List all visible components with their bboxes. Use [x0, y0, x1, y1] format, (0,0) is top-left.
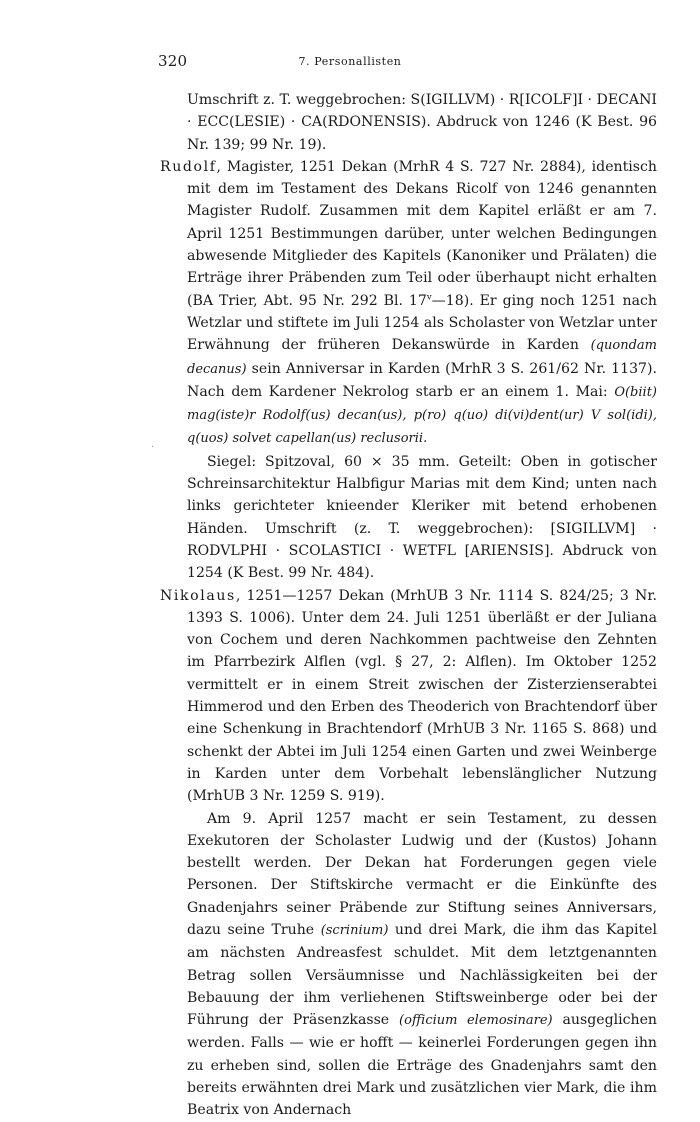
entry-name-rudolf: Rudolf — [160, 158, 217, 175]
latin-quondam-decanus: (quondam decanus) — [187, 338, 657, 377]
entry-nikolaus — [160, 585, 657, 808]
running-head: 7. Personallisten — [298, 55, 402, 68]
paragraph-testament — [160, 808, 657, 1122]
testament-text-b: und drei Mark, die ihm das Kapitel am nächsten Andreasfest schuldet. Mit dem letztgenannten Betrag sollen Versäumnisse und Nachlässigkeiten bei der Bebauung der ihm verliehenen Stiftsweinberge oder bei der Führung der Präsenzkasse — [187, 921, 658, 1029]
entry-rudolf-text-a: , Magister, 1251 Dekan (MrhR 4 S. 727 Nr. 2884), identisch mit dem im Testament des Dekans Ricolf von 1246 genannten Magister Rudolf. Zusammen mit dem Kapitel erläßt er am 7. April 1251 Bestimmungen darüber, unter welchen Bedingungen abwesende Mitglieder des Kapitels (Kanoniker und Prälaten) die Erträge ihrer Präbenden zum Teil oder überhaupt nicht erhalten (BA Trier, Abt. 95 Nr. 292 Bl. 17 — [187, 158, 657, 309]
paragraph-seal-ricolf: Umschrift z. T. weggebrochen: S(IGILLVM) · R[ICOLF]I · DECANI · ECC(LESIE) · CA(RDONENSIS). Abdruck von 1246 (K Best. 96 Nr. 139; 99 Nr. 19). — [187, 92, 657, 153]
entry-rudolf-superscript: v — [426, 291, 432, 302]
entry-rudolf — [160, 156, 657, 451]
entry-nikolaus-text: , 1251—1257 Dekan (MrhUB 3 Nr. 1114 S. 824/25; 3 Nr. 1393 S. 1006). Unter dem 24. Juli 1251 überläßt er der Juliana von Cochem und deren Nachkommen pachtweise den Zehnten im Pfarrbezirk Alflen (vgl. § 27, 2: Alflen). Im Oktober 1252 vermittelt er in einem Streit zwischen der Zisterzienserabtei Himmerod und den Erben des Theoderich von Brachtendorf über eine Schenkung in Brachtendorf (MrhUB 3 Nr. 1165 S. 868) und schenkt der Abtei im Juli 1254 einen Garten und zwei Weinberge in Karden unter dem Vorbehalt lebenslänglicher Nutzung (MrhUB 3 Nr. 1259 S. 919). — [187, 587, 657, 805]
entry-rudolf-text-b: —18). Er ging noch 1251 nach Wetzlar und stiftete im Juli 1254 als Scholaster von Wetzlar unter Erwähnung der früheren Dekanswürde in Karden — [187, 292, 657, 354]
entry-rudolf-text-c: sein Anniversar in Karden (MrhR 3 S. 261/62 Nr. 1137). Nach dem Kardener Nekrolog starb er an einem 1. Mai: — [187, 360, 657, 400]
latin-necrology-quote: O(biit) mag(iste)r Rodolf(us) decan(us), p(ro) q(uo) di(vi)dent(ur) V sol(idi), q(uos) solvet capellan(us) reclusorii. — [187, 384, 657, 447]
page-number: 320 — [158, 52, 188, 70]
latin-scrinium: (scrinium) — [320, 922, 389, 938]
margin-mark: · — [151, 442, 155, 453]
testament-text-a: Am 9. April 1257 macht er sein Testament, zu dessen Exekutoren der Scholaster Ludwig und der (Kustos) Johann bestellt werden. Der Dekan hat Forderungen gegen viele Personen. Der Stiftskirche vermacht er die Einkünfte des Gnadenjahrs seiner Präbende zur Stiftung seines Anniversars, dazu seine Truhe — [187, 810, 657, 938]
latin-officium-elemosinare: (officium elemosinare) — [399, 1013, 553, 1029]
body-text — [160, 89, 657, 1122]
paragraph-seal-rudolf: Siegel: Spitzoval, 60 × 35 mm. Geteilt: Oben in gotischer Schreinsarchitektur Halbfigur Marias mit dem Kind; unten nach links gerichteter knieender Kleriker mit betend erhobenen Händen. Umschrift (z. T. weggebrochen): [SIGILLVM] · RODVLPHI · SCOLASTICI · WETFL [ARIENSIS]. Abdruck von 1254 (K Best. 99 Nr. 484). — [187, 453, 657, 582]
entry-name-nikolaus: Nikolaus — [160, 587, 236, 604]
testament-text-c: ausgeglichen werden. Falls — wie er hofft — keinerlei Forderungen gegen ihn zu erheben sind, sollen die Erträge des Gnadenjahrs samt den bereits erwähnten drei Mark und zusätzlichen vier Mark, die ihm Beatrix von Andernach — [187, 1012, 658, 1119]
